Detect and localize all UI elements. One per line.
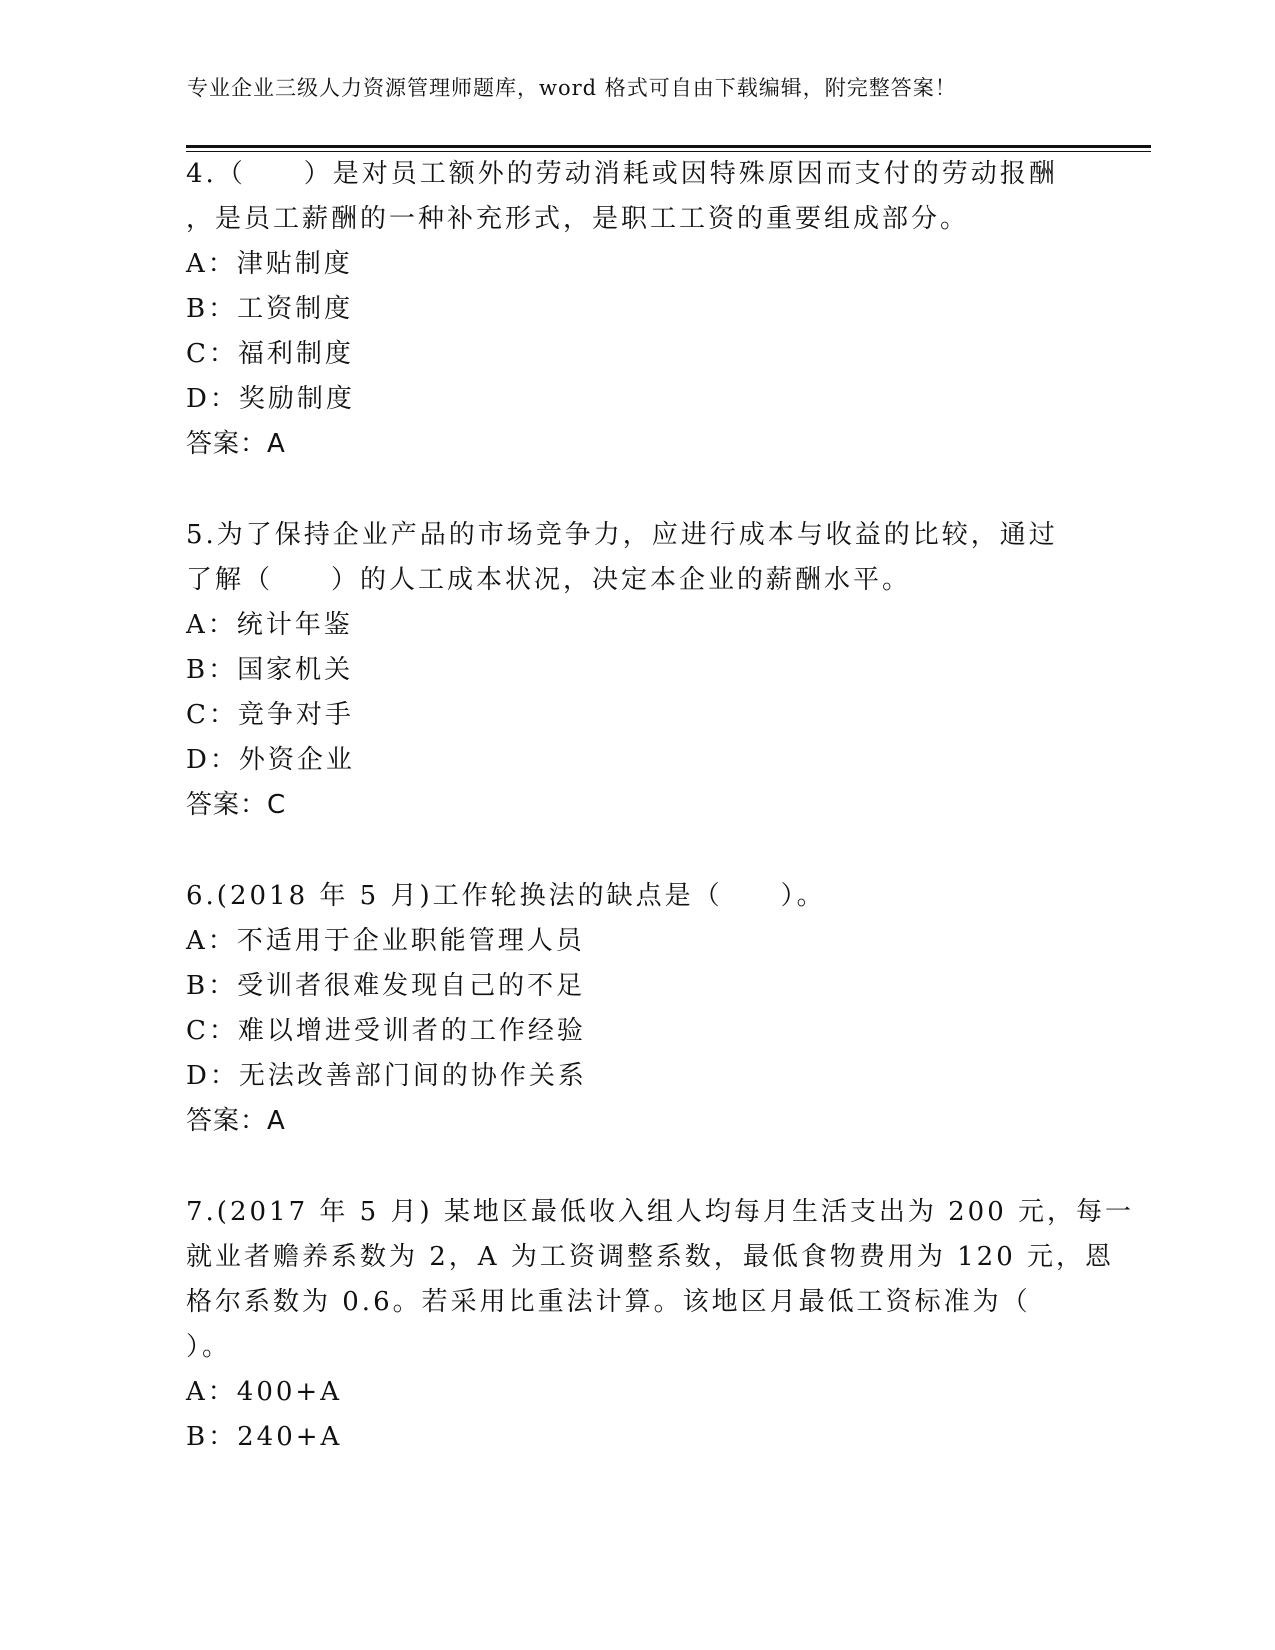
option-d: D：外资企业 [186,745,355,775]
answer: 答案：A [186,429,286,459]
option-a: A：不适用于企业职能管理人员 [186,926,585,956]
answer: 答案：C [186,790,287,820]
option-c: C：福利制度 [186,339,354,369]
header-rule-thick [186,145,1151,148]
option-b: B：国家机关 [186,655,354,685]
question-5 [186,513,1086,828]
option-c: C：竞争对手 [186,700,354,730]
option-a: A：津贴制度 [186,249,353,279]
question-6 [186,874,1086,1144]
option-b: B：240+A [186,1422,343,1452]
answer: 答案：A [186,1106,286,1136]
question-stem-line: 4.（ ）是对员工额外的劳动消耗或因特殊原因而支付的劳动报酬 [186,159,1058,189]
option-b: B：受训者很难发现自己的不足 [186,971,586,1001]
question-stem-line: ）。 [186,1332,232,1362]
question-7 [186,1190,1135,1460]
question-stem-line: 就业者赡养系数为 2，A 为工资调整系数，最低食物费用为 120 元，恩 [186,1242,1115,1272]
question-stem-line: 7.(2017 年 5 月) 某地区最低收入组人均每月生活支出为 200 元，每一 [186,1197,1135,1227]
question-4 [186,152,1086,467]
question-stem-line: 5.为了保持企业产品的市场竞争力，应进行成本与收益的比较，通过 [186,520,1058,550]
option-a: A：400+A [186,1377,342,1407]
page-header: 专业企业三级人力资源管理师题库，word 格式可自由下载编辑，附完整答案！ [187,76,957,100]
option-c: C：难以增进受训者的工作经验 [186,1016,586,1046]
question-stem-line: 6.(2018 年 5 月)工作轮换法的缺点是（ ）。 [186,881,826,911]
option-d: D：无法改善部门间的协作关系 [186,1061,587,1091]
option-d: D：奖励制度 [186,384,355,414]
question-stem-line: 了解（ ）的人工成本状况，决定本企业的薪酬水平。 [186,565,912,595]
option-b: B：工资制度 [186,294,354,324]
question-stem-line: ，是员工薪酬的一种补充形式，是职工工资的重要组成部分。 [186,204,970,234]
question-stem-line: 格尔系数为 0.6。若采用比重法计算。该地区月最低工资标准为（ [186,1287,1031,1317]
option-a: A：统计年鉴 [186,610,353,640]
